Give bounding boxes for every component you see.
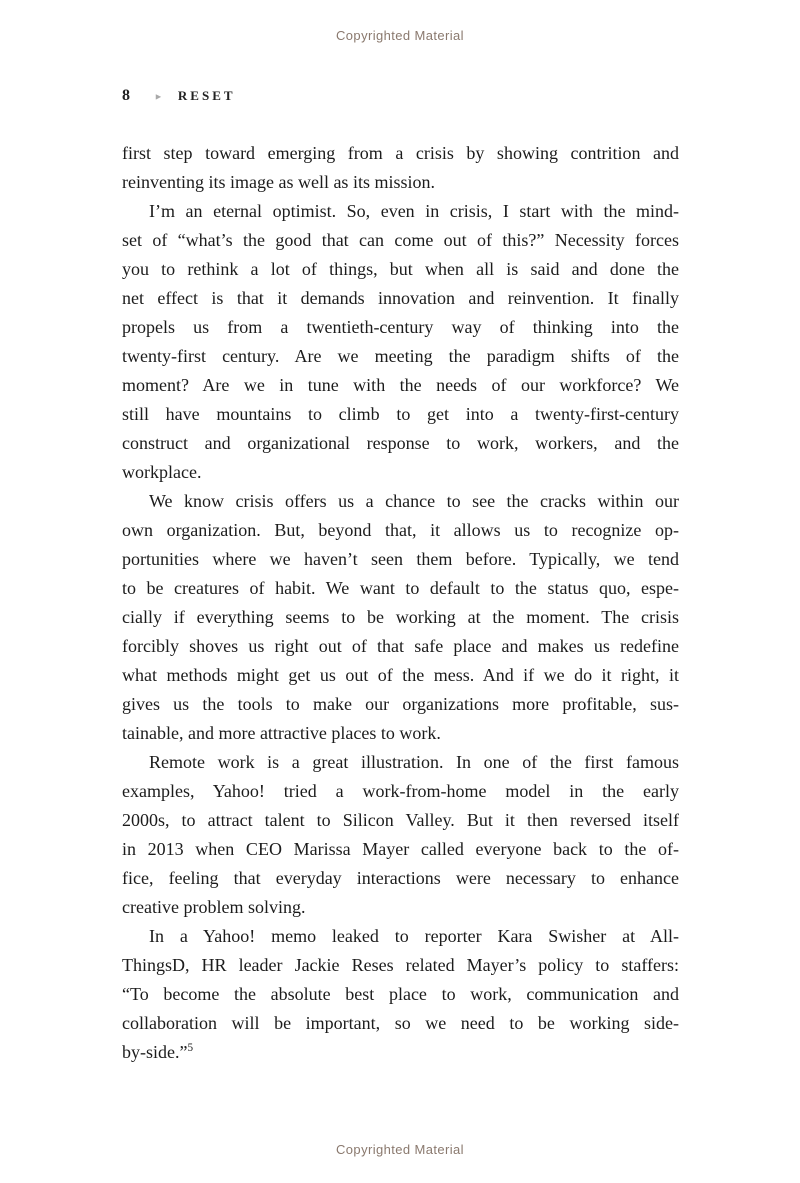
text-line: We know crisis offers us a chance to see the cracks within our bbox=[149, 491, 679, 511]
text-line: ThingsD, HR leader Jackie Reses related Mayer’s policy to staffers: bbox=[122, 955, 679, 975]
text-line: Remote work is a great illustration. In one of the first famous bbox=[149, 752, 679, 772]
text-line: moment? Are we in tune with the needs of our workforce? We bbox=[122, 375, 679, 395]
page-header bbox=[122, 87, 236, 105]
body-text bbox=[122, 139, 679, 1067]
triangle-separator-icon: ► bbox=[154, 91, 163, 102]
copyright-notice-bottom: Copyrighted Material bbox=[336, 1142, 464, 1157]
paragraph bbox=[122, 487, 679, 748]
text-line: cially if everything seems to be working at the moment. The crisis bbox=[122, 607, 679, 627]
text-line: by-side.”$^5$ bbox=[122, 1042, 194, 1062]
running-title: RESET bbox=[177, 88, 236, 103]
text-line: propels us from a twentieth-century way of thinking into the bbox=[122, 317, 679, 337]
text-line: examples, Yahoo! tried a work-from-home model in the early bbox=[122, 781, 679, 801]
text-line: first step toward emerging from a crisis by showing contrition and bbox=[122, 143, 679, 163]
footnote-marker: 5 bbox=[187, 1042, 194, 1054]
text-line: 2000s, to attract talent to Silicon Valley. But it then reversed itself bbox=[122, 810, 679, 830]
text-line: net effect is that it demands innovation and reinvention. It finally bbox=[122, 288, 679, 308]
text-line: fice, feeling that everyday interactions were necessary to enhance bbox=[122, 868, 679, 888]
text-line: forcibly shoves us right out of that safe place and makes us redefine bbox=[122, 636, 679, 656]
text-line: you to rethink a lot of things, but when all is said and done the bbox=[122, 259, 679, 279]
text-line: collaboration will be important, so we need to be working side- bbox=[122, 1013, 679, 1033]
text-line: in 2013 when CEO Marissa Mayer called everyone back to the of- bbox=[122, 839, 679, 859]
paragraph bbox=[122, 922, 679, 1067]
text-line: I’m an eternal optimist. So, even in crisis, I start with the mind- bbox=[149, 201, 679, 221]
paragraph bbox=[122, 197, 679, 487]
text-line: gives us the tools to make our organizations more profitable, sus- bbox=[122, 694, 679, 714]
text-line: workplace. bbox=[122, 462, 202, 482]
text-line: still have mountains to climb to get into a twenty-first-century bbox=[122, 404, 679, 424]
text-line: twenty-first century. Are we meeting the paradigm shifts of the bbox=[122, 346, 679, 366]
text-line: tainable, and more attractive places to work. bbox=[122, 723, 441, 743]
text-line: own organization. But, beyond that, it allows us to recognize op- bbox=[122, 520, 679, 540]
page-number: 8 bbox=[122, 87, 130, 104]
text-line: reinventing its image as well as its mission. bbox=[122, 172, 435, 192]
text-line: creative problem solving. bbox=[122, 897, 306, 917]
text-line: In a Yahoo! memo leaked to reporter Kara Swisher at All- bbox=[149, 926, 679, 946]
text-line: construct and organizational response to work, workers, and the bbox=[122, 433, 679, 453]
text-line: what methods might get us out of the mess. And if we do it right, it bbox=[122, 665, 679, 685]
paragraph bbox=[122, 748, 679, 922]
copyright-notice-top: Copyrighted Material bbox=[336, 28, 464, 43]
text-line: “To become the absolute best place to work, communication and bbox=[122, 984, 679, 1004]
text-line: set of “what’s the good that can come out of this?” Necessity forces bbox=[122, 230, 679, 250]
text-line: portunities where we haven’t seen them before. Typically, we tend bbox=[122, 549, 679, 569]
paragraph bbox=[122, 139, 679, 197]
text-line: to be creatures of habit. We want to default to the status quo, espe- bbox=[122, 578, 679, 598]
